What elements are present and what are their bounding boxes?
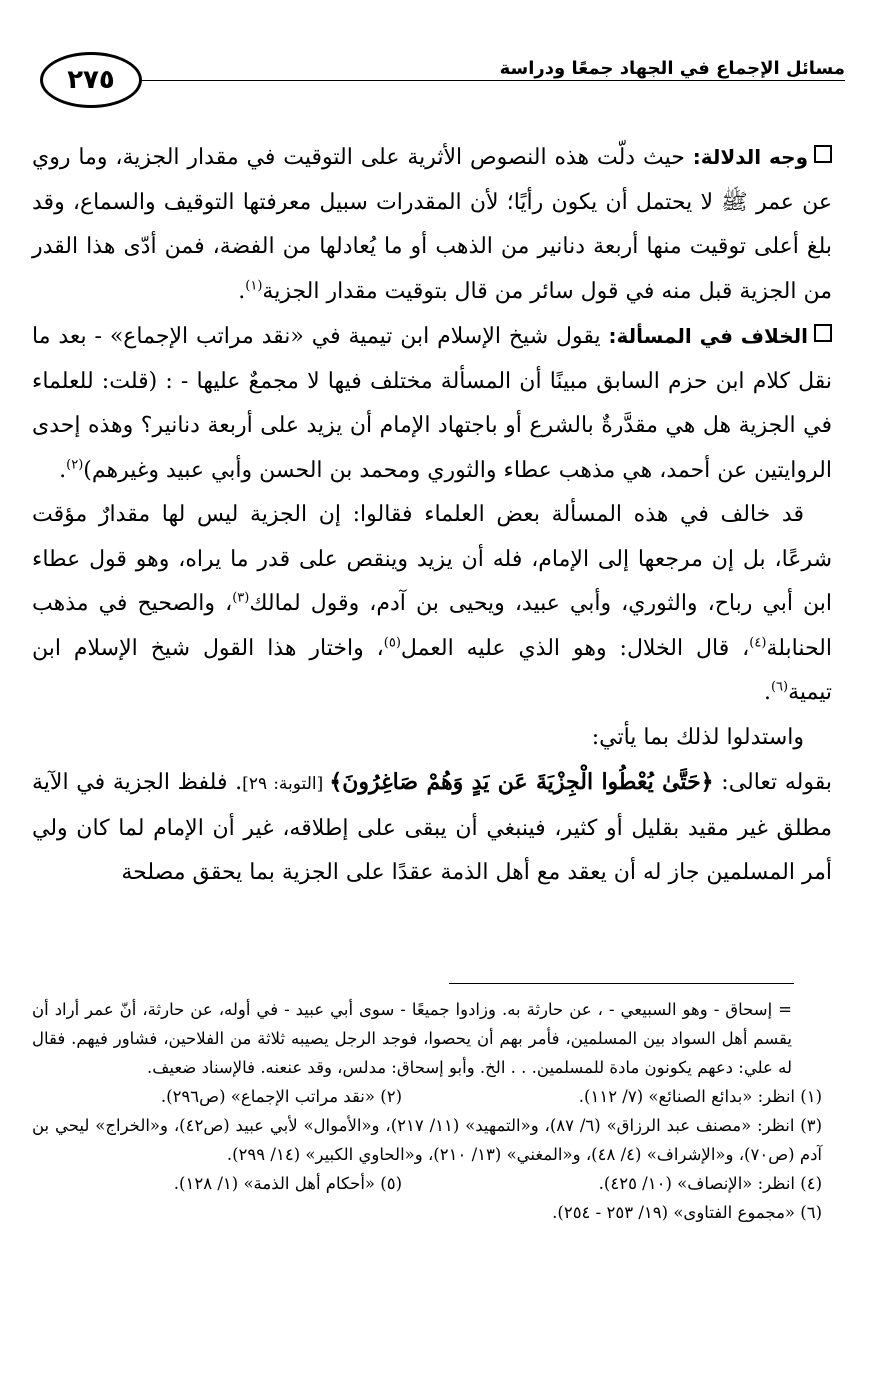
verse-reference: [التوبة: ٢٩] (242, 774, 330, 794)
footnote-marker: (٤) (749, 635, 767, 651)
footnote-continuation: = إسحاق - وهو السبيعي - ، عن حارثة به. وزادوا جميعًا - سوى أبي عبيد - في أوله، عن حارثة، أنّ عمر أراد أن يقسم أهل السواد بين المسلمين، فأمر بهم أن يحصوا، فوجد الرجل يصيبه ثلاثة من الفلاحين، فشاور فيهم. فقال له علي: دعهم يكونون مادة للمسلمين. . . الخ. وأبو إسحاق: مدلس، وقد عنعنه. فالإسناد ضعيف. (32, 1000, 792, 1077)
footnote-marker: (٢) (66, 457, 84, 473)
footnote-marker: (١) (245, 278, 263, 294)
paragraph-end: . (763, 680, 771, 705)
paragraph-verse (32, 760, 832, 896)
paragraph-opponents (32, 493, 832, 716)
paragraph-text: ، والصحيح في مذهب الحنابلة (32, 591, 832, 661)
footnote-3: (٣) انظر: «مصنف عبد الرزاق» (٦/ ٨٧)، و«التمهيد» (١١/ ٢١٧)، و«الأموال» لأبي عبيد (ص٤٢)، و«الخراج» ليحي بن آدم (ص٧٠)، و«الإشراف» (٤/ ٤٨)، و«المغني» (١٣/ ٢١٠)، و«الحاوي الكبير» (١٤/ ٢٩٩). (32, 1116, 822, 1164)
footnote-5: (٥) «أحكام أهل الذمة» (١/ ١٢٨). (173, 1174, 402, 1193)
footnote-marker: (٦) (770, 679, 789, 695)
footnote-marker: (٣) (232, 590, 250, 606)
paragraph-text: ، واختار هذا القول شيخ الإسلام ابن تيمية (32, 635, 832, 705)
main-text (32, 135, 832, 896)
running-title: مسائل الإجماع في الجهاد جمعًا ودراسة (499, 58, 845, 79)
page-number: ٢٧٥ (40, 52, 142, 108)
quran-verse: ﴿حَتَّىٰ يُعْطُوا الْجِزْيَةَ عَن يَدٍ وَهُمْ صَاغِرُونَ﴾ (329, 769, 714, 795)
paragraph-text: . فلفظ الجزية في الآية مطلق غير مقيد بقليل أو كثير، فينبغي أن يبقى على إطلاقه، غير أن الإمام لما كان ولي أمر المسلمين جاز له أن يعقد مع أهل الذمة عقدًا على الجزية بما يحقق مصلحة (32, 770, 832, 885)
paragraph-text: ، قال الخلال: وهو الذي عليه العمل (400, 635, 750, 661)
paragraph-text: بقوله تعالى: (713, 770, 832, 795)
section-heading: الخلاف في المسألة: (608, 324, 808, 348)
paragraph-evidence (32, 135, 832, 314)
footnote-row (32, 1082, 822, 1111)
page-header (30, 30, 845, 110)
paragraph-text: يقول شيخ الإسلام ابن تيمية في «نقد مراتب الإجماع» - بعد ما نقل كلام ابن حزم السابق مبينًا أن المسألة مختلف فيها لا مجمعٌ عليها - : (قلت: للعلماء في الجزية هل هي مقدَّرةٌ بالشرع أو باجتهاد الإمام أن يزيد على أربعة دنانير؟ وهذه إحدى الروايتين عن أحمد، هي مذهب عطاء والثوري ومحمد بن الحسن وأبي عبيد وغيرهم) (32, 324, 832, 483)
header-rule (138, 80, 845, 81)
section-heading: وجه الدلالة: (692, 145, 808, 169)
footnote-2: (٢) «نقد مراتب الإجماع» (ص٢٩٦). (160, 1087, 402, 1106)
paragraph-end: . (238, 278, 246, 304)
paragraph-end: . (59, 457, 67, 483)
footnote-1: (١) انظر: «بدائع الصنائع» (٧/ ١١٢). (578, 1087, 822, 1106)
footnote-marker: (٥) (383, 635, 401, 651)
footnote-6: (٦) «مجموع الفتاوى» (١٩/ ٢٥٣ - ٢٥٤). (552, 1203, 822, 1222)
footnotes (32, 995, 822, 1227)
paragraph-evidence-intro: واستدلوا لذلك بما يأتي: (591, 724, 804, 750)
footnote-row (32, 1169, 822, 1198)
footnote-separator (449, 983, 794, 984)
section-box-icon (814, 145, 832, 163)
paragraph-disagreement (32, 314, 832, 493)
section-box-icon (814, 324, 832, 342)
paragraph-text: قد خالف في هذه المسألة بعض العلماء فقالوا: إن الجزية ليس لها مقدارٌ مؤقت شرعًا، بل إن مرجعها إلى الإمام، فله أن يزيد وينقص على قدر ما يراه، وهو قول عطاء ابن أبي رباح، والثوري، وأبي عبيد، ويحيى بن آدم، وقول لمالك (32, 502, 832, 616)
paragraph-text: حيث دلّت هذه النصوص الأثرية على التوقيت في مقدار الجزية، وما روي عن عمر ﷺ لا يحتمل أن يكون رأيًا؛ لأن المقدرات سبيل معرفتها التوقيف والسماع، وقد بلغ أعلى توقيت منها أربعة دنانير من الذهب أو ما يُعادلها من الفضة، فمن أدّى هذا القدر من الجزية قبل منه في قول سائر من قال بتوقيت مقدار الجزية (32, 145, 832, 304)
footnote-4: (٤) انظر: «الإنصاف» (١٠/ ٤٢٥). (598, 1174, 822, 1193)
